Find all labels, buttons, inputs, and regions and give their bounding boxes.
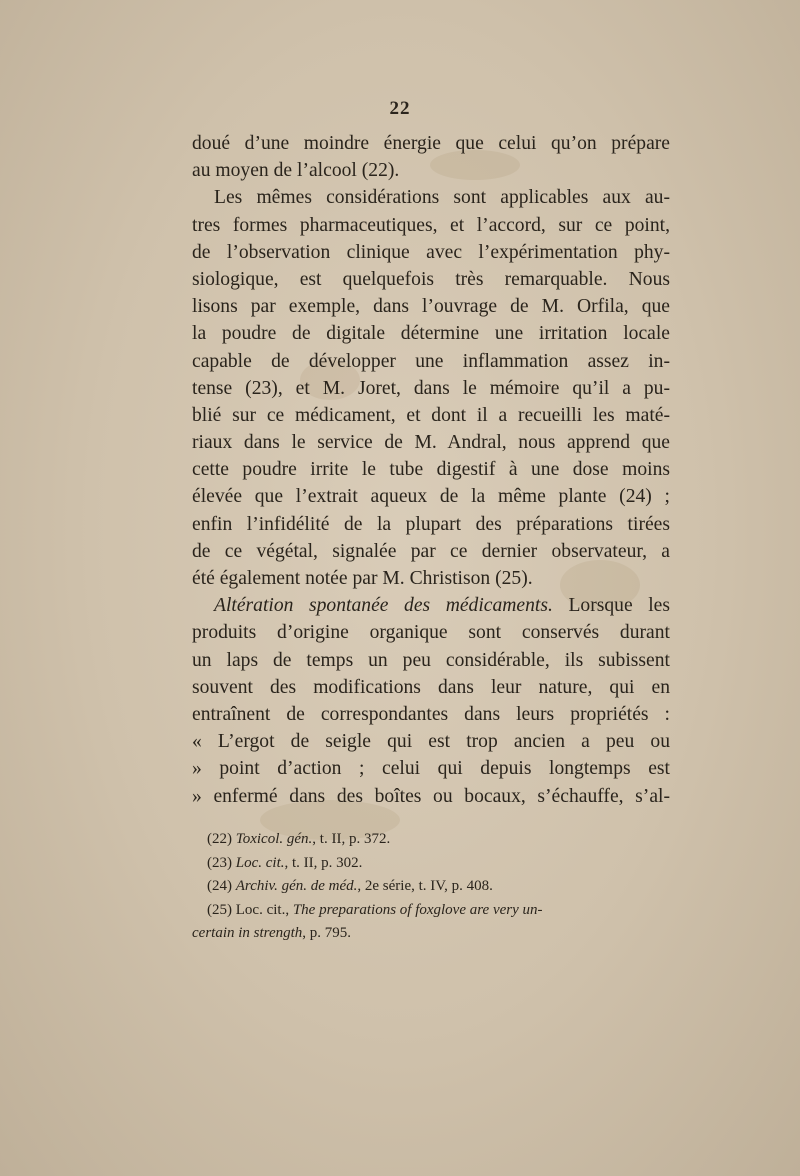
footnote-23 <box>207 852 670 876</box>
footnote-number: (24) <box>207 878 232 894</box>
section-heading-italic: Altération spontanée des médicaments. <box>214 595 553 617</box>
footnote-source: Toxicol. gén. <box>235 831 313 847</box>
text-line: entraînent de correspondantes dans leurs propriétés : <box>192 703 670 725</box>
footnote-quote: certain in strength <box>192 925 303 941</box>
footnote-quote: The preparations of foxglove are very un- <box>292 901 543 918</box>
text-line: un laps de temps un peu considérable, ils subissent <box>192 649 670 671</box>
main-text <box>192 130 670 810</box>
footnote-source: Loc. cit. <box>235 854 285 871</box>
text-line: été également notée par M. Christison (25). <box>192 568 533 589</box>
text-fragment: Lorsque les <box>552 595 670 617</box>
page-number: 22 <box>389 98 411 119</box>
text-line: de ce végétal, signalée par ce dernier observateur, a <box>192 540 670 562</box>
footnote-25-continued <box>192 922 670 946</box>
text-line: » point d’action ; celui qui depuis longtemps est <box>192 758 670 780</box>
text-line: lisons par exemple, dans l’ouvrage de M. Orfila, que <box>192 296 670 318</box>
text-line: tense (23), et M. Joret, dans le mémoire qu’il a pu- <box>192 377 670 399</box>
text-line: souvent des modifications dans leur nature, qui en <box>192 676 670 698</box>
text-line: cette poudre irrite le tube digestif à une dose moins <box>192 459 670 481</box>
footnote-number: (22) <box>207 831 232 847</box>
footnote-source: Loc. cit., <box>235 901 293 918</box>
text-line: élevée que l’extrait aqueux de la même plante (24) ; <box>192 486 670 508</box>
footnote-25 <box>207 899 670 923</box>
text-line: enfin l’infidélité de la plupart des préparations tirées <box>192 513 670 535</box>
text-line: la poudre de digitale détermine une irritation locale <box>192 323 670 345</box>
text-line: riaux dans le service de M. Andral, nous apprend que <box>192 432 670 454</box>
text-line: Les mêmes considérations sont applicables aux au- <box>214 187 670 209</box>
text-line: siologique, est quelquefois très remarquable. Nous <box>192 268 670 290</box>
text-line: au moyen de l’alcool (22). <box>192 160 400 182</box>
text-line: produits d’origine organique sont conservés durant <box>192 622 670 644</box>
footnote-22 <box>207 828 670 852</box>
text-line: de l’observation clinique avec l’expérimentation phy- <box>192 241 670 263</box>
footnotes <box>192 828 670 946</box>
footnote-24 <box>207 875 670 899</box>
text-line: doué d’une moindre énergie que celui qu’on prépare <box>192 133 670 154</box>
footnote-ref: , t. II, p. 302. <box>284 854 363 871</box>
footnote-ref: , p. 795. <box>302 925 352 941</box>
footnote-source: Archiv. gén. de méd. <box>235 878 358 894</box>
footnote-number: (25) <box>207 901 232 918</box>
text-line <box>192 592 670 619</box>
text-line: tres formes pharmaceutiques, et l’accord, sur ce point, <box>192 214 670 236</box>
text-line: capable de développer une inflammation assez in- <box>192 350 670 372</box>
text-line: blié sur ce médicament, et dont il a recueilli les maté- <box>192 404 670 426</box>
footnote-ref: , 2e série, t. IV, p. 408. <box>357 878 493 894</box>
footnote-ref: , t. II, p. 372. <box>312 831 391 847</box>
text-line: » enfermé dans des boîtes ou bocaux, s’échauffe, s’al- <box>192 785 670 807</box>
footnote-number: (23) <box>207 854 232 871</box>
text-line: « L’ergot de seigle qui est trop ancien a peu ou <box>192 731 670 753</box>
